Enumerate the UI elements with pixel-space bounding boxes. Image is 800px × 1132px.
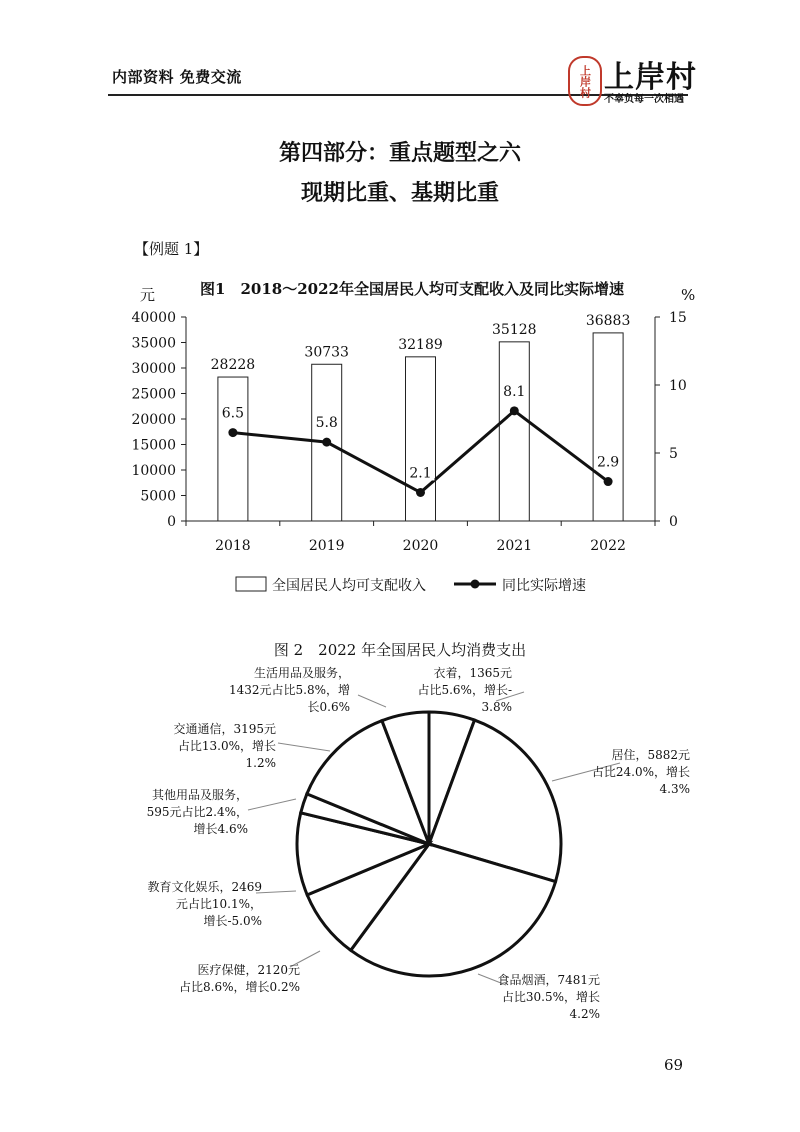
pie-leader-line — [256, 891, 296, 893]
y-right-tick-label: 15 — [669, 310, 687, 326]
growth-rate-label: 2.1 — [409, 465, 432, 482]
x-tick-label: 2022 — [590, 538, 626, 554]
growth-rate-label: 6.5 — [221, 405, 245, 422]
y-left-unit: 元 — [140, 286, 156, 304]
pie-leader-line — [248, 799, 296, 810]
y-right-unit: % — [681, 286, 696, 304]
x-tick-label: 2019 — [308, 538, 345, 554]
pie-label-line: 交通通信，3195元 — [173, 722, 276, 736]
growth-rate-label: 5.8 — [315, 415, 338, 432]
pie-label-line: 食品烟酒，7481元 — [497, 973, 600, 987]
pie-label-line: 衣着，1365元 — [433, 666, 512, 680]
bar — [499, 342, 529, 521]
example-label: 【例题 1】 — [134, 240, 209, 258]
pie-label-line: 增长4.6% — [193, 822, 248, 836]
pie-label-line: 增长-5.0% — [203, 914, 262, 928]
growth-rate-label: 2.9 — [596, 454, 620, 471]
logo-slogan: 不辜负每一次相遇 — [604, 94, 684, 105]
growth-rate-point — [322, 438, 331, 447]
pie-label-line: 4.3% — [659, 782, 690, 796]
growth-rate-point — [510, 406, 519, 415]
growth-rate-point — [228, 428, 237, 437]
bar — [593, 333, 623, 521]
bar — [218, 377, 248, 521]
pie-label-line: 元占比10.1%， — [175, 897, 262, 911]
pie-leader-line — [278, 743, 330, 751]
logo-seal-icon: 上岸村 — [568, 56, 602, 106]
legend-line-label: 同比实际增速 — [502, 578, 586, 594]
y-left-tick-label: 30000 — [131, 361, 176, 377]
pie-label-line: 占比30.5%，增长 — [501, 990, 600, 1004]
logo-name: 上岸村 — [604, 60, 697, 95]
y-left-tick-label: 25000 — [131, 386, 176, 403]
y-left-tick-label: 20000 — [131, 412, 176, 428]
legend-line-marker — [471, 580, 480, 589]
y-right-tick-label: 0 — [669, 514, 678, 530]
pie-label-line: 1432元占比5.8%，增 — [228, 683, 350, 697]
y-left-tick-label: 40000 — [131, 310, 176, 326]
pie-label-line: 居住，5882元 — [611, 748, 690, 762]
y-left-tick-label: 15000 — [131, 437, 176, 454]
pie-label-line: 1.2% — [245, 756, 276, 770]
brand-logo — [568, 52, 708, 108]
page-title-line2: 现期比重、基期比重 — [300, 180, 499, 206]
pie-label-line: 占比13.0%，增长 — [177, 739, 276, 753]
y-left-tick-label: 5000 — [140, 488, 176, 505]
y-right-tick-label: 10 — [669, 378, 687, 394]
bar-value-label: 30733 — [304, 344, 349, 361]
growth-rate-point — [416, 488, 425, 497]
pie-label-line: 3.8% — [481, 700, 512, 714]
pie-label-line: 生活用品及服务， — [253, 666, 350, 680]
bar-value-label: 32189 — [398, 336, 443, 353]
pie-label-line: 教育文化娱乐，2469 — [147, 880, 262, 894]
page-number: 69 — [664, 1056, 684, 1074]
y-left-tick-label: 35000 — [131, 335, 176, 352]
figure1-bar-line-chart — [0, 270, 800, 600]
pie-label-line: 占比8.6%，增长0.2% — [179, 980, 300, 994]
legend-bar-swatch — [236, 577, 266, 591]
legend-bar-label: 全国居民人均可支配收入 — [272, 578, 426, 594]
chart-title: 图1 2018～2022年全国居民人均可支配收入及同比实际增速 — [200, 280, 624, 298]
growth-rate-point — [604, 477, 613, 486]
figure2-pie-chart — [0, 635, 800, 1035]
pie-label-line: 其他用品及服务， — [151, 788, 248, 802]
bar-value-label: 28228 — [210, 357, 256, 374]
x-tick-label: 2018 — [215, 538, 251, 554]
pie-label-line: 595元占比2.4%， — [146, 805, 248, 819]
bar-value-label: 35128 — [492, 321, 537, 338]
y-right-tick-label: 5 — [669, 446, 678, 462]
x-tick-label: 2020 — [402, 538, 439, 554]
y-left-tick-label: 10000 — [131, 463, 176, 479]
page-title-line1: 第四部分：重点题型之六 — [278, 140, 521, 166]
growth-rate-label: 8.1 — [503, 383, 526, 400]
bar-value-label: 36883 — [585, 312, 631, 329]
pie-title: 图 2 2022 年全国居民人均消费支出 — [273, 641, 527, 659]
pie-label-line: 占比5.6%，增长- — [417, 683, 512, 697]
pie-leader-line — [358, 695, 386, 707]
x-tick-label: 2021 — [496, 538, 533, 554]
y-left-tick-label: 0 — [167, 514, 176, 530]
header-left-text: 内部资料 免费交流 — [112, 68, 242, 86]
pie-label-line: 医疗保健，2120元 — [197, 963, 300, 977]
pie-label-line: 长0.6% — [307, 700, 350, 714]
pie-label-line: 占比24.0%，增长 — [591, 765, 690, 779]
pie-label-line: 4.2% — [569, 1007, 600, 1021]
